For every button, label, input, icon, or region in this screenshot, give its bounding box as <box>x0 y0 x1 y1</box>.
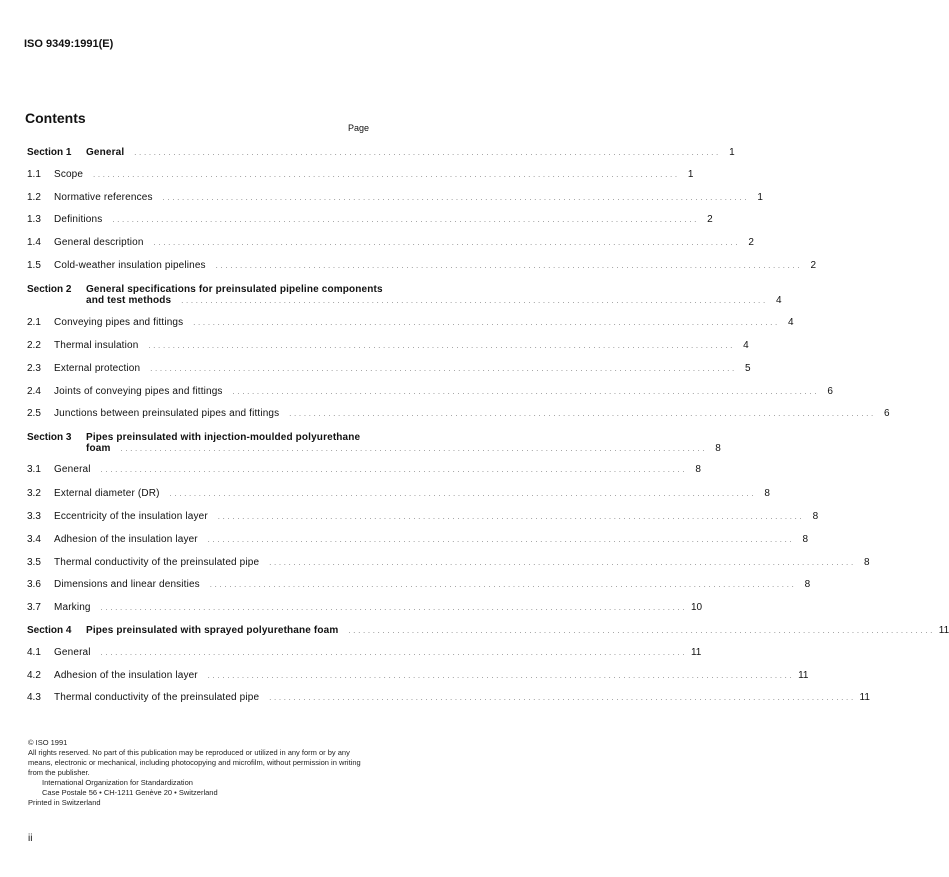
printed-in: Printed in Switzerland <box>28 798 101 807</box>
dot-leader: . . . . . . . . . . . . . . . . . . . . . . . . . . . . . . . . . . . . . . . . . . . . . . . . . . . . . . . . . . . . . . . . . . . . . . . . . . . . . . . . . . . . . . . . . . . . . . . . . . . . . . . . . . . . . . . . . . . . . . . . <box>100 650 685 657</box>
toc-entry-title: Adhesion of the insulation layer <box>54 670 198 681</box>
toc-entry-title: General specifications for preinsulated pipeline components <box>86 284 383 295</box>
dot-leader: . . . . . . . . . . . . . . . . . . . . . . . . . . . . . . . . . . . . . . . . . . . . . . . . . . . . . . . . . . . . . . . . . . . . . . . . . . . . . . . . . . . . . . . . . . . . . . . . . . . . . . . . . . . . . . . . . . . . . . . . <box>215 263 801 270</box>
toc-entry <box>27 488 770 499</box>
dot-leader: . . . . . . . . . . . . . . . . . . . . . . . . . . . . . . . . . . . . . . . . . . . . . . . . . . . . . . . . . . . . . . . . . . . . . . . . . . . . . . . . . . . . . . . . . . . . . . . . . . . . . . . . . . . . . . . . . . . . . . . . <box>112 217 697 224</box>
toc-line <box>27 192 763 203</box>
dot-leader: . . . . . . . . . . . . . . . . . . . . . . . . . . . . . . . . . . . . . . . . . . . . . . . . . . . . . . . . . . . . . . . . . . . . . . . . . . . . . . . . . . . . . . . . . . . . . . . . . . . . . . . . . . . . . . . . . . . . . . . . <box>269 695 854 702</box>
toc-entry-number: 2.4 <box>27 386 41 397</box>
contents-title: Contents <box>25 110 86 126</box>
toc-entry <box>27 534 809 545</box>
toc-line <box>27 534 809 545</box>
toc-entry-page: 8 <box>812 511 819 522</box>
toc-entry-title: Thermal insulation <box>54 340 139 351</box>
toc-line <box>27 363 751 374</box>
toc-line <box>27 340 749 351</box>
organization-name: International Organization for Standardization <box>42 778 193 787</box>
toc-entry-page: 11 <box>690 647 702 658</box>
dot-leader: . . . . . . . . . . . . . . . . . . . . . . . . . . . . . . . . . . . . . . . . . . . . . . . . . . . . . . . . . . . . . . . . . . . . . . . . . . . . . . . . . . . . . . . . . . . . . . . . . . . . . . . . . . . . . . . . . . . . . . . . <box>181 298 766 305</box>
toc-entry-title: Thermal conductivity of the preinsulated pipe <box>54 557 260 568</box>
toc-entry <box>27 408 890 419</box>
toc-entry-number: 1.4 <box>27 237 41 248</box>
toc-line <box>27 214 713 225</box>
toc-section-entry <box>27 284 782 306</box>
toc-entry-title: Normative references <box>54 192 153 203</box>
toc-entry-number: 1.5 <box>27 260 41 271</box>
copyright-symbol-line: © ISO 1991 <box>28 738 68 747</box>
toc-entry <box>27 579 811 590</box>
toc-entry <box>27 386 833 397</box>
toc-entry-page: 8 <box>802 534 809 545</box>
dot-leader: . . . . . . . . . . . . . . . . . . . . . . . . . . . . . . . . . . . . . . . . . . . . . . . . . . . . . . . . . . . . . . . . . . . . . . . . . . . . . . . . . . . . . . . . . . . . . . . . . . . . . . . . . . . . . . . . . . . . . . . . <box>120 446 705 453</box>
toc-entry-page: 1 <box>729 147 735 158</box>
toc-entry-page: 1 <box>757 192 763 203</box>
toc-entry-title: General <box>86 147 125 158</box>
toc-entry <box>27 237 754 248</box>
toc-section-entry <box>27 147 735 158</box>
toc-entry-number: Section 1 <box>27 147 72 158</box>
toc-entry-title: Definitions <box>54 214 103 225</box>
toc-entry <box>27 647 702 658</box>
toc-entry <box>27 464 701 475</box>
toc-line <box>27 488 770 499</box>
rights-statement: All rights reserved. No part of this publication may be reproduced or utilized in any form or by any means, electronic or mechanical, including photocopying and microfilm, without permission in writing from the publisher. <box>28 748 361 777</box>
toc-entry-number: 3.7 <box>27 602 41 613</box>
toc-entry-number: Section 4 <box>27 625 72 636</box>
dot-leader: . . . . . . . . . . . . . . . . . . . . . . . . . . . . . . . . . . . . . . . . . . . . . . . . . . . . . . . . . . . . . . . . . . . . . . . . . . . . . . . . . . . . . . . . . . . . . . . . . . . . . . . . . . . . . . . . . . . . . . . . <box>193 320 778 327</box>
toc-entry-title-continued: and test methods <box>86 295 172 306</box>
toc-entry-page: 11 <box>938 625 949 636</box>
toc-line <box>27 670 809 681</box>
toc-entry-number: 2.1 <box>27 317 41 328</box>
toc-entry <box>27 557 870 568</box>
dot-leader: . . . . . . . . . . . . . . . . . . . . . . . . . . . . . . . . . . . . . . . . . . . . . . . . . . . . . . . . . . . . . . . . . . . . . . . . . . . . . . . . . . . . . . . . . . . . . . . . . . . . . . . . . . . . . . . . . . . . . . . . <box>348 628 933 635</box>
toc-entry-title: Junctions between preinsulated pipes and fittings <box>54 408 280 419</box>
toc-entry <box>27 340 749 351</box>
toc-line-continued <box>86 443 721 454</box>
toc-entry-page: 6 <box>884 408 890 419</box>
dot-leader: . . . . . . . . . . . . . . . . . . . . . . . . . . . . . . . . . . . . . . . . . . . . . . . . . . . . . . . . . . . . . . . . . . . . . . . . . . . . . . . . . . . . . . . . . . . . . . . . . . . . . . . . . . . . . . . . . . . . . . . . <box>269 560 854 567</box>
toc-line <box>27 237 754 248</box>
toc-entry-page: 4 <box>743 340 749 351</box>
toc-line <box>27 625 949 636</box>
toc-entry-title: Pipes preinsulated with sprayed polyurethane foam <box>86 625 339 636</box>
toc-entry-title: General <box>54 464 91 475</box>
toc-entry-number: 3.1 <box>27 464 41 475</box>
dot-leader: . . . . . . . . . . . . . . . . . . . . . . . . . . . . . . . . . . . . . . . . . . . . . . . . . . . . . . . . . . . . . . . . . . . . . . . . . . . . . . . . . . . . . . . . . . . . . . . . . . . . . . . . . . . . . . . . . . . . . . . . <box>153 240 738 247</box>
dot-leader: . . . . . . . . . . . . . . . . . . . . . . . . . . . . . . . . . . . . . . . . . . . . . . . . . . . . . . . . . . . . . . . . . . . . . . . . . . . . . . . . . . . . . . . . . . . . . . . . . . . . . . . . . . . . . . . . . . . . . . . . <box>232 389 817 396</box>
toc-line <box>27 284 383 295</box>
toc-entry-page: 8 <box>715 443 721 454</box>
toc-entry-title: Marking <box>54 602 91 613</box>
toc-line <box>27 579 811 590</box>
toc-entry-title: Pipes preinsulated with injection-moulded polyurethane <box>86 432 361 443</box>
dot-leader: . . . . . . . . . . . . . . . . . . . . . . . . . . . . . . . . . . . . . . . . . . . . . . . . . . . . . . . . . . . . . . . . . . . . . . . . . . . . . . . . . . . . . . . . . . . . . . . . . . . . . . . . . . . . . . . . . . . . . . . . <box>207 537 793 544</box>
toc-entry-page: 5 <box>745 363 751 374</box>
toc-line <box>27 647 702 658</box>
toc-entry-page: 2 <box>707 214 713 225</box>
toc-entry-page: 4 <box>788 317 794 328</box>
toc-entry-page: 11 <box>798 670 809 681</box>
toc-entry-number: Section 3 <box>27 432 72 443</box>
dot-leader: . . . . . . . . . . . . . . . . . . . . . . . . . . . . . . . . . . . . . . . . . . . . . . . . . . . . . . . . . . . . . . . . . . . . . . . . . . . . . . . . . . . . . . . . . . . . . . . . . . . . . . . . . . . . . . . . . . . . . . . . <box>217 514 803 521</box>
toc-entry-title: Dimensions and linear densities <box>54 579 200 590</box>
toc-entry-title: Thermal conductivity of the preinsulated pipe <box>54 692 260 703</box>
toc-entry <box>27 192 763 203</box>
toc-line <box>27 602 703 613</box>
toc-entry-number: 4.1 <box>27 647 41 658</box>
toc-entry <box>27 317 794 328</box>
toc-line <box>27 557 870 568</box>
toc-line <box>27 169 694 180</box>
toc-entry-title: External protection <box>54 363 141 374</box>
toc-entry-page: 8 <box>863 557 870 568</box>
toc-entry-page: 8 <box>695 464 701 475</box>
toc-entry-title: Joints of conveying pipes and fittings <box>54 386 223 397</box>
dot-leader: . . . . . . . . . . . . . . . . . . . . . . . . . . . . . . . . . . . . . . . . . . . . . . . . . . . . . . . . . . . . . . . . . . . . . . . . . . . . . . . . . . . . . . . . . . . . . . . . . . . . . . . . . . . . . . . . . . . . . . . . <box>169 491 754 498</box>
toc-entry-title: External diameter (DR) <box>54 488 160 499</box>
toc-entry-number: 2.3 <box>27 363 41 374</box>
dot-leader: . . . . . . . . . . . . . . . . . . . . . . . . . . . . . . . . . . . . . . . . . . . . . . . . . . . . . . . . . . . . . . . . . . . . . . . . . . . . . . . . . . . . . . . . . . . . . . . . . . . . . . . . . . . . . . . . . . . . . . . . <box>209 582 795 589</box>
toc-section-entry <box>27 432 721 454</box>
toc-entry-title: General <box>54 647 91 658</box>
toc-entry <box>27 692 870 703</box>
toc-line <box>27 147 735 158</box>
dot-leader: . . . . . . . . . . . . . . . . . . . . . . . . . . . . . . . . . . . . . . . . . . . . . . . . . . . . . . . . . . . . . . . . . . . . . . . . . . . . . . . . . . . . . . . . . . . . . . . . . . . . . . . . . . . . . . . . . . . . . . . . <box>100 467 685 474</box>
toc-line <box>27 511 819 522</box>
dot-leader: . . . . . . . . . . . . . . . . . . . . . . . . . . . . . . . . . . . . . . . . . . . . . . . . . . . . . . . . . . . . . . . . . . . . . . . . . . . . . . . . . . . . . . . . . . . . . . . . . . . . . . . . . . . . . . . . . . . . . . . . <box>162 195 747 202</box>
toc-entry-title: Eccentricity of the insulation layer <box>54 511 208 522</box>
toc-entry <box>27 511 819 522</box>
toc-entry-number: 4.2 <box>27 670 41 681</box>
toc-entry-number: 3.2 <box>27 488 41 499</box>
copyright-notice <box>28 738 376 808</box>
toc-entry-page: 6 <box>827 386 833 397</box>
toc-line <box>27 317 794 328</box>
toc-entry-page: 8 <box>804 579 811 590</box>
toc-entry-number: 1.3 <box>27 214 41 225</box>
toc-entry-title: Scope <box>54 169 84 180</box>
toc-entry <box>27 214 713 225</box>
toc-entry-page: 1 <box>687 169 694 180</box>
toc-entry <box>27 260 817 271</box>
toc-entry-title-continued: foam <box>86 443 111 454</box>
toc-entry-page: 2 <box>748 237 754 248</box>
toc-section-entry <box>27 625 949 636</box>
postal-address: Case Postale 56 • CH-1211 Genève 20 • Switzerland <box>42 788 218 797</box>
toc-entry-number: 3.5 <box>27 557 41 568</box>
dot-leader: . . . . . . . . . . . . . . . . . . . . . . . . . . . . . . . . . . . . . . . . . . . . . . . . . . . . . . . . . . . . . . . . . . . . . . . . . . . . . . . . . . . . . . . . . . . . . . . . . . . . . . . . . . . . . . . . . . . . . . . . <box>207 673 793 680</box>
dot-leader: . . . . . . . . . . . . . . . . . . . . . . . . . . . . . . . . . . . . . . . . . . . . . . . . . . . . . . . . . . . . . . . . . . . . . . . . . . . . . . . . . . . . . . . . . . . . . . . . . . . . . . . . . . . . . . . . . . . . . . . . <box>148 343 733 350</box>
toc-entry-number: 3.3 <box>27 511 41 522</box>
toc-line <box>27 432 374 443</box>
toc-line <box>27 260 817 271</box>
toc-entry <box>27 670 809 681</box>
page-column-header: Page <box>348 123 370 133</box>
toc-entry-title: General description <box>54 237 144 248</box>
toc-entry <box>27 169 694 180</box>
toc-entry-page: 4 <box>775 295 782 306</box>
toc-line <box>27 692 870 703</box>
dot-leader: . . . . . . . . . . . . . . . . . . . . . . . . . . . . . . . . . . . . . . . . . . . . . . . . . . . . . . . . . . . . . . . . . . . . . . . . . . . . . . . . . . . . . . . . . . . . . . . . . . . . . . . . . . . . . . . . . . . . . . . . <box>289 411 874 418</box>
toc-entry-number: 3.6 <box>27 579 41 590</box>
toc-entry-title: Conveying pipes and fittings <box>54 317 184 328</box>
toc-entry-number: 2.2 <box>27 340 41 351</box>
toc-entry-page: 10 <box>690 602 703 613</box>
toc-entry <box>27 602 703 613</box>
toc-line <box>27 386 833 397</box>
toc-entry-number: 4.3 <box>27 692 41 703</box>
toc-entry <box>27 363 751 374</box>
toc-entry-number: 2.5 <box>27 408 41 419</box>
toc-entry-number: 3.4 <box>27 534 41 545</box>
toc-line-continued <box>86 295 782 306</box>
toc-entry-number: 1.2 <box>27 192 41 203</box>
document-id: ISO 9349:1991(E) <box>24 38 114 50</box>
toc-entry-title: Cold-weather insulation pipelines <box>54 260 206 271</box>
page-number: ii <box>28 833 33 844</box>
toc-line <box>27 408 890 419</box>
toc-entry-page: 2 <box>810 260 817 271</box>
dot-leader: . . . . . . . . . . . . . . . . . . . . . . . . . . . . . . . . . . . . . . . . . . . . . . . . . . . . . . . . . . . . . . . . . . . . . . . . . . . . . . . . . . . . . . . . . . . . . . . . . . . . . . . . . . . . . . . . . . . . . . . . <box>93 172 678 179</box>
dot-leader: . . . . . . . . . . . . . . . . . . . . . . . . . . . . . . . . . . . . . . . . . . . . . . . . . . . . . . . . . . . . . . . . . . . . . . . . . . . . . . . . . . . . . . . . . . . . . . . . . . . . . . . . . . . . . . . . . . . . . . . . <box>134 150 719 157</box>
dot-leader: . . . . . . . . . . . . . . . . . . . . . . . . . . . . . . . . . . . . . . . . . . . . . . . . . . . . . . . . . . . . . . . . . . . . . . . . . . . . . . . . . . . . . . . . . . . . . . . . . . . . . . . . . . . . . . . . . . . . . . . . <box>150 366 735 373</box>
toc-entry-title: Adhesion of the insulation layer <box>54 534 198 545</box>
toc-line <box>27 464 701 475</box>
toc-entry-page: 11 <box>859 692 870 703</box>
toc-entry-page: 8 <box>764 488 770 499</box>
toc-entry-number: Section 2 <box>27 284 72 295</box>
dot-leader: . . . . . . . . . . . . . . . . . . . . . . . . . . . . . . . . . . . . . . . . . . . . . . . . . . . . . . . . . . . . . . . . . . . . . . . . . . . . . . . . . . . . . . . . . . . . . . . . . . . . . . . . . . . . . . . . . . . . . . . . <box>100 605 685 612</box>
toc-entry-number: 1.1 <box>27 169 41 180</box>
